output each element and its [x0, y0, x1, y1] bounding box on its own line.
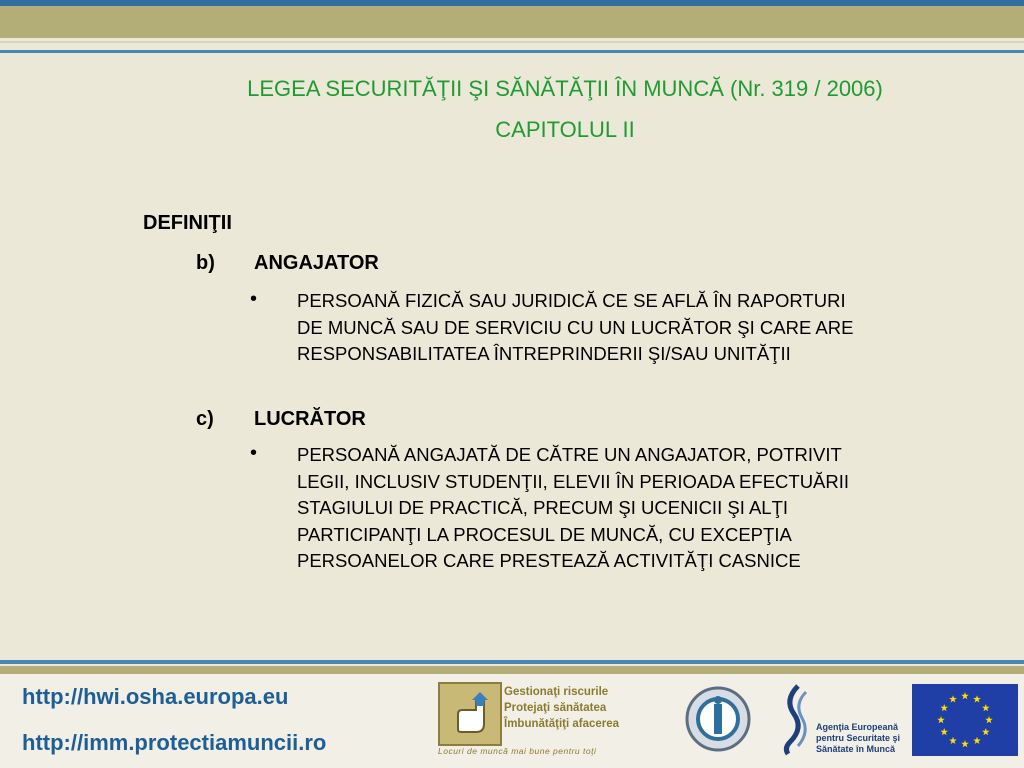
campaign-line: Gestionaţi riscurile: [504, 686, 609, 698]
bullet-icon: •: [250, 442, 258, 464]
definition-line: RESPONSABILITATEA ÎNTREPRINDERII ŞI/SAU UNITĂŢII: [297, 343, 791, 364]
campaign-tagline: Locuri de muncă mai bune pentru toţi: [438, 746, 597, 756]
osha-text: Agenţia Europeană: [816, 722, 899, 732]
item-letter: b): [196, 252, 215, 274]
term-label: LUCRĂTOR: [254, 408, 366, 430]
slide-title: LEGEA SECURITĂŢII ŞI SĂNĂTĂŢII ÎN MUNCĂ (Nr. 319 / 2006): [247, 76, 883, 101]
campaign-logo: [438, 682, 668, 760]
osha-text: pentru Securitate şi: [816, 733, 901, 743]
definition-line: STAGIULUI DE PRACTICĂ, PRECUM ŞI UCENICII ŞI ALŢI: [297, 497, 789, 518]
eu-flag-icon: [912, 684, 1018, 756]
slide-subtitle: CAPITOLUL II: [495, 117, 635, 142]
bottom-blue-line: [0, 660, 1024, 664]
definition-line: PERSOANĂ FIZICĂ SAU JURIDICĂ CE SE AFLĂ ÎN RAPORTURI: [297, 290, 846, 311]
osha-swirl-icon: [778, 682, 814, 758]
inspection-logo-icon: [684, 682, 752, 756]
definition-line: PARTICIPANŢI LA PROCESUL DE MUNCĂ, CU EXCEPŢIA: [297, 523, 792, 545]
definition-line: DE MUNCĂ SAU DE SERVICIU CU UN LUCRĂTOR ŞI CARE ARE: [297, 316, 854, 338]
term-label: ANGAJATOR: [254, 252, 379, 274]
top-divider-shade: [0, 41, 1024, 43]
campaign-line: Îmbunătăţiţi afacerea: [504, 718, 620, 730]
definition-text-b: [297, 288, 997, 368]
section-heading: DEFINIŢII: [143, 212, 232, 234]
eu-osha-logo: [778, 682, 902, 758]
top-blue-line: [0, 50, 1024, 53]
item-letter: c): [196, 408, 214, 430]
footer-link-protectiamuncii[interactable]: http://imm.protectiamuncii.ro: [22, 730, 327, 755]
definition-line: LEGII, INCLUSIV STUDENŢII, ELEVII ÎN PERIOADA EFECTUĂRII: [297, 470, 850, 492]
campaign-line: Protejaţi sănătatea: [504, 702, 607, 714]
bullet-icon: •: [250, 288, 258, 310]
hand-pointer-icon: [438, 682, 502, 746]
footer-link-osha[interactable]: http://hwi.osha.europa.eu: [22, 684, 289, 709]
osha-text: Sănătate în Muncă: [816, 744, 896, 754]
definition-line: PERSOANĂ ANGAJATĂ DE CĂTRE UN ANGAJATOR, POTRIVIT: [297, 444, 842, 465]
definition-text-c: [297, 442, 997, 575]
bottom-olive-band: [0, 666, 1024, 674]
definition-line: PERSOANELOR CARE PRESTEAZĂ ACTIVITĂŢI CASNICE: [297, 550, 801, 571]
top-olive-band: [0, 6, 1024, 38]
